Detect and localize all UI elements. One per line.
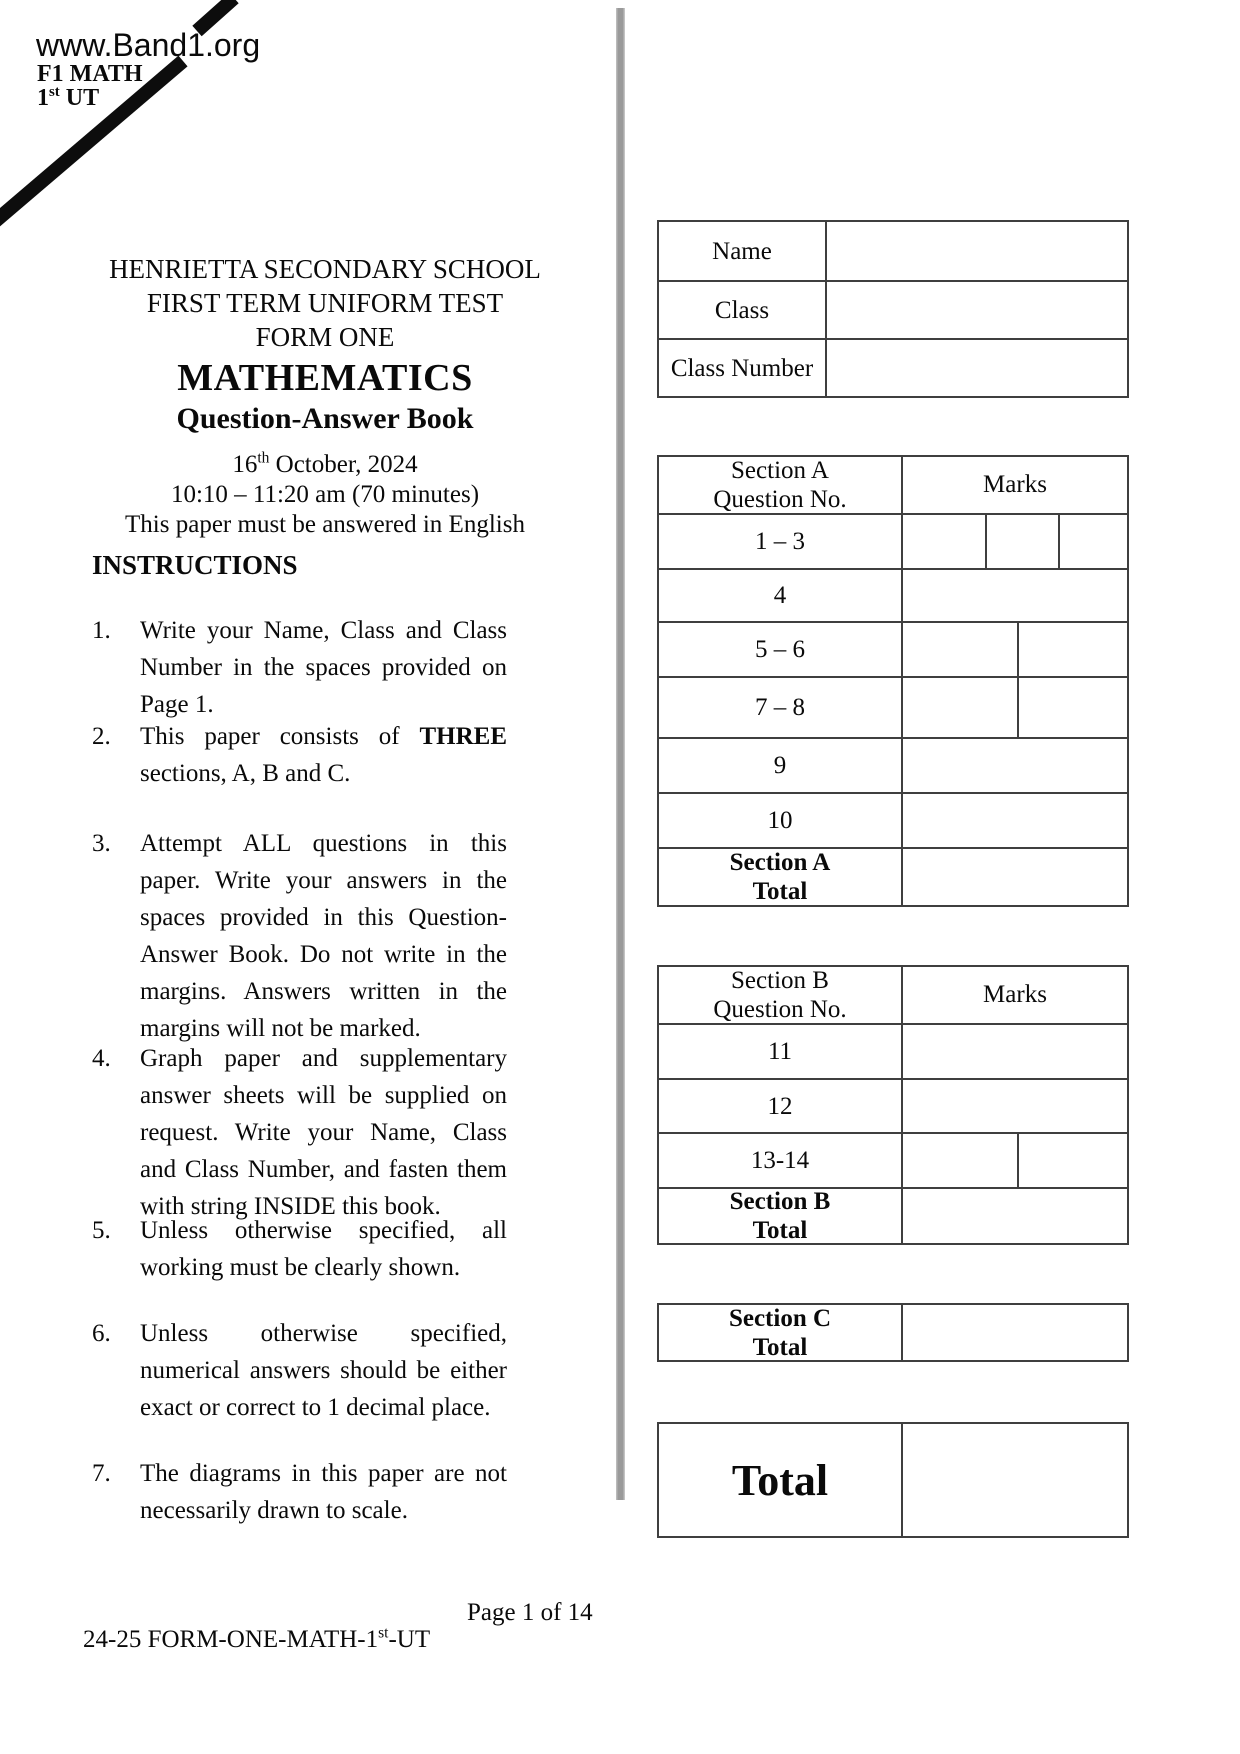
instruction-text-pre: Attempt ALL questions in this paper. Write your answers in the spaces provided in this Question-Answer Book. Do not write in the margins. Answers written in the margins will not be marked. [140,830,507,1042]
instruction-item-2 [92,718,507,792]
marks-subcell [903,678,1017,737]
section-c-total-line1: Section C [728,1304,832,1332]
test-name: FIRST TERM UNIFORM TEST [146,288,504,318]
instruction-item-5 [92,1212,507,1286]
section-b-total-label [659,1189,903,1243]
instruction-text [140,1212,507,1286]
marks-subcell [903,515,985,568]
grand-total-cell [903,1424,1127,1536]
title-block [90,252,560,540]
section-a-total-line1: Section A [729,849,831,876]
marks-subcell [903,1134,1017,1187]
marks-subcell [903,570,1127,621]
section-b-header-line1: Section B [731,967,829,994]
section-a-total-line2: Total [752,878,808,905]
date-rest: October, 2024 [269,451,418,478]
section-a-header-line2: Question No. [713,486,847,513]
language-note: This paper must be answered in English [125,511,525,538]
question-no-cell: 10 [659,794,903,847]
section-b-header-row [659,967,1127,1023]
question-no-cell: 9 [659,739,903,792]
section-c-total-row [659,1305,1127,1360]
grand-total-label: Total [659,1424,903,1536]
instruction-item-1 [92,612,507,723]
document-code-post: -UT [388,1626,431,1653]
section-c-total-cell [903,1305,1127,1360]
section-c-total-label [659,1305,903,1360]
instruction-number: 4. [92,1045,111,1072]
marks-subcell [903,739,1127,792]
date-sup: th [257,449,270,467]
instruction-number: 3. [92,830,111,857]
marks-subcell [1017,1134,1127,1187]
instruction-text-pre: Graph paper and supplementary answer sheets will be supplied on request. Write your Name, Class and Class Number, and fasten them with string INSIDE this book. [140,1045,507,1220]
section-b-table [657,965,1129,1245]
section-b-header-line2: Question No. [713,996,847,1023]
instruction-item-4 [92,1040,507,1225]
marks-cell [903,739,1127,792]
grand-total-row [659,1424,1127,1536]
marks-cell [903,515,1127,568]
section-a-row-q7-8 [659,676,1127,737]
section-a-row-q1-3 [659,513,1127,568]
site-logo: www.Band1.org [36,27,261,63]
logo-test-sup: st [49,84,60,100]
question-no-cell: 7 – 8 [659,678,903,737]
section-c-total-line2: Total [752,1333,808,1361]
marks-cell [903,1134,1127,1187]
section-a-total-row [659,847,1127,905]
exam-date [90,450,560,480]
book-type: Question-Answer Book [176,402,474,435]
section-a-row-q9 [659,737,1127,792]
section-b-total-line2: Total [752,1217,808,1244]
marks-subcell [903,1080,1127,1132]
name-input-cell [827,222,1127,280]
student-info-table [657,220,1129,398]
marks-subcell [903,623,1017,676]
marks-subcell [1017,678,1127,737]
info-row-name [659,222,1127,280]
marks-cell [903,1080,1127,1132]
info-row-class [659,280,1127,338]
instruction-text [140,1455,507,1529]
marks-subcell [1017,623,1127,676]
section-b-row-q12 [659,1078,1127,1132]
section-a-table [657,455,1129,907]
column-divider [616,8,625,1500]
section-b-row-q13-14 [659,1132,1127,1187]
subject-title: MATHEMATICS [177,357,473,399]
class-number-input-cell [827,340,1127,396]
instruction-text-pre: Unless otherwise specified, numerical answers should be either exact or correct to 1 decimal place. [140,1320,507,1421]
page-number: Page 1 of 14 [467,1599,593,1626]
section-b-marks-header: Marks [983,981,1047,1008]
marks-cell [903,623,1127,676]
school-name: HENRIETTA SECONDARY SCHOOL [109,254,541,284]
instruction-text [140,718,507,792]
instruction-number: 1. [92,617,111,644]
logo-test-num: 1 [37,85,49,111]
marks-cell [903,678,1127,737]
info-row-class-number [659,338,1127,396]
document-code [83,1626,430,1654]
section-a-question-no-header [659,457,903,513]
marks-cell [903,794,1127,847]
class-number-label: Class Number [659,340,827,396]
class-input-cell [827,282,1127,338]
question-no-cell: 4 [659,570,903,621]
form-level: FORM ONE [255,322,395,352]
instruction-number: 2. [92,723,111,750]
section-a-total-cell [903,849,1127,905]
instructions-title: INSTRUCTIONS [92,550,298,580]
section-a-row-q10 [659,792,1127,847]
exam-time: 10:10 – 11:20 am (70 minutes) [170,481,480,508]
instruction-number: 5. [92,1217,111,1244]
instruction-number: 6. [92,1320,111,1347]
question-no-cell: 12 [659,1080,903,1132]
question-no-cell: 13-14 [659,1134,903,1187]
date-num: 16 [232,451,258,478]
section-a-row-q5-6 [659,621,1127,676]
section-b-total-line1: Section B [729,1188,831,1215]
marks-subcell [985,515,1058,568]
instruction-item-3 [92,825,507,1047]
instruction-text [140,612,507,723]
instruction-text-bold: THREE [419,723,507,750]
instruction-text-pre: Unless otherwise specified, all working must be clearly shown. [140,1217,507,1281]
marks-cell [903,1025,1127,1078]
question-no-cell: 1 – 3 [659,515,903,568]
question-no-cell: 11 [659,1025,903,1078]
marks-subcell [903,794,1127,847]
instruction-text [140,1040,507,1225]
instruction-number: 7. [92,1460,111,1487]
section-a-header-line1: Section A [731,457,829,484]
grand-total-table [657,1422,1129,1538]
instruction-text-pre: This paper consists of [140,723,420,750]
logo-subject-code: F1 MATH [37,61,143,87]
marks-cell [903,570,1127,621]
document-code-sup: st [378,1624,389,1642]
section-c-table [657,1303,1129,1362]
instruction-text-post: sections, A, B and C. [140,760,351,787]
section-a-row-q4 [659,568,1127,621]
instruction-item-7 [92,1455,507,1529]
document-code-pre: 24-25 FORM-ONE-MATH-1 [83,1626,379,1653]
section-b-total-cell [903,1189,1127,1243]
logo-test-rest: UT [59,85,100,111]
section-a-header-row [659,457,1127,513]
marks-subcell [1058,515,1127,568]
section-a-marks-header: Marks [983,471,1047,498]
logo-test-code [37,86,99,110]
section-b-total-row [659,1187,1127,1243]
instruction-text [140,1315,507,1426]
name-label: Name [659,222,827,280]
class-label: Class [659,282,827,338]
instruction-item-6 [92,1315,507,1426]
section-b-question-no-header [659,967,903,1023]
instruction-text [140,825,507,1047]
section-a-total-label [659,849,903,905]
question-no-cell: 5 – 6 [659,623,903,676]
section-b-row-q11 [659,1023,1127,1078]
marks-subcell [903,1025,1127,1078]
instruction-text-pre: Write your Name, Class and Class Number in the spaces provided on Page 1. [140,617,507,718]
instruction-text-pre: The diagrams in this paper are not necessarily drawn to scale. [140,1460,507,1524]
